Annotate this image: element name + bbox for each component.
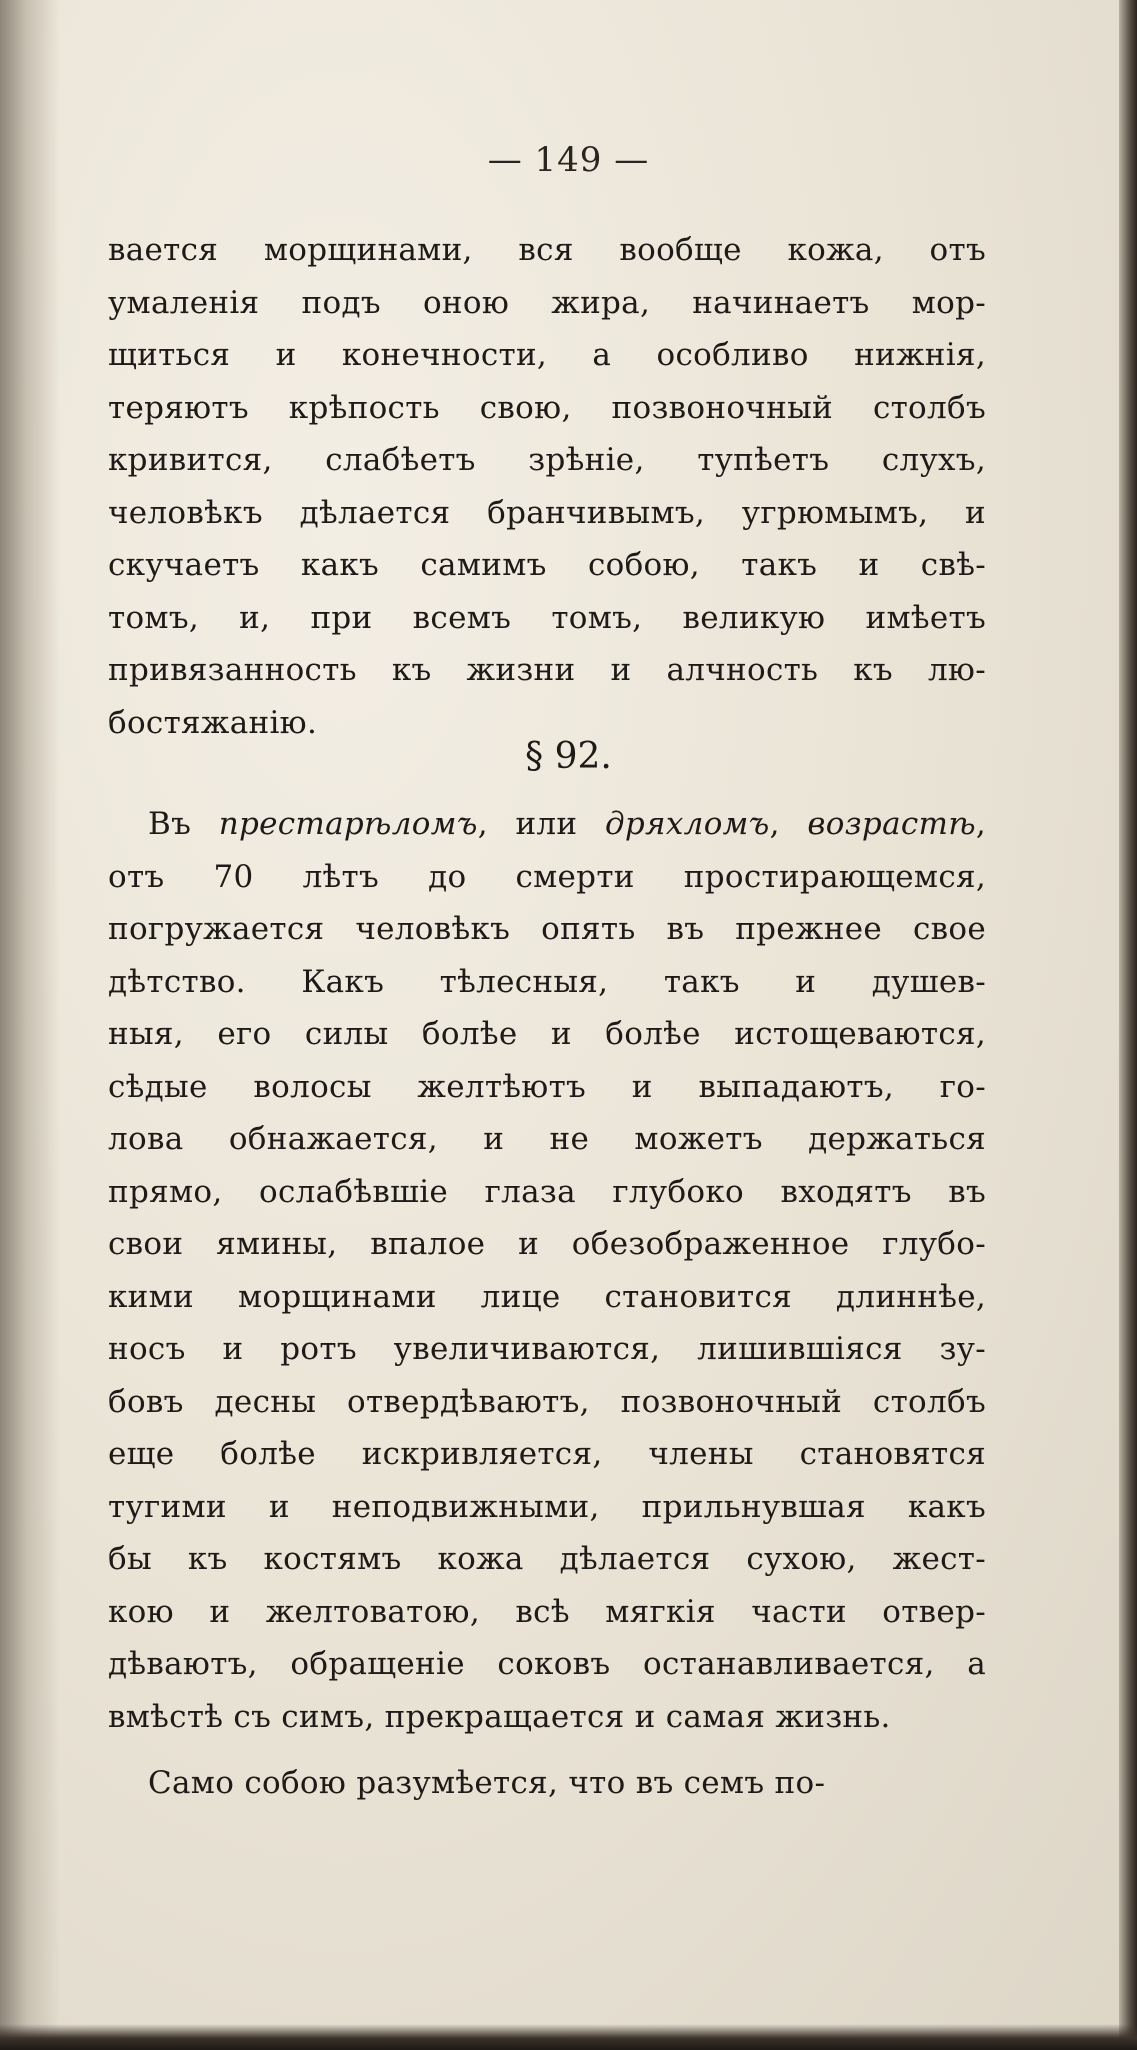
text-run: , [975,806,987,842]
section-heading: § 92. [525,736,612,777]
text-line: бы къ костямъ кожа дѣлается сухою, жест- [108,1541,986,1577]
text-line: кривится, слабѣетъ зрѣніе, тупѣетъ слухъ, [108,442,986,478]
text-line: прямо, ослабѣвшіе глаза глубоко входятъ въ [108,1173,986,1210]
text-line: бовъ десны отвердѣваютъ, позвоночный столбъ [108,1383,986,1420]
page-number: — 149 — [487,140,650,180]
text-line: погружается человѣкъ опять въ прежнее свое [108,911,986,947]
page-bottom-shadow [0,2024,1137,2050]
text-line: Само собою разумѣется, что въ семъ по- [148,1765,826,1801]
text-line: кими морщинами лице становится длиннѣе, [108,1278,986,1315]
text-line: умаленія подъ оною жира, начинаетъ мор- [108,284,986,321]
text-line: сѣдые волосы желтѣютъ и выпадаютъ, го- [108,1068,986,1105]
text-line: скучаетъ какъ самимъ собою, такъ и свѣ- [108,547,986,583]
text-line: щиться и конечности, а особливо нижнія, [108,337,986,373]
paragraph-2 [108,798,986,1810]
text-line: теряютъ крѣпость свою, позвоночный столбъ [108,389,986,426]
text-line: тугими и неподвижными, прильнувшая какъ [108,1488,986,1525]
text-line: дѣваютъ, обращеніе соковъ останавливается, а [108,1646,986,1682]
text-line: человѣкъ дѣлается бранчивымъ, угрюмымъ, и [108,494,986,531]
text-run: , [769,806,808,842]
italic-term: дряхломъ [604,806,770,842]
text-run: , или [477,806,605,842]
text-line: бостяжанію. [108,704,318,741]
text-line: лова обнажается, и не можетъ держаться [108,1121,986,1157]
text-line: вмѣстѣ съ симъ, прекращается и самая жизнь. [108,1698,891,1735]
text-line: ныя, его силы болѣе и болѣе истощеваются, [108,1016,986,1052]
paragraph-1 [108,224,986,749]
text-run: Въ [148,806,219,842]
text-line: кою и желтоватою, всѣ мягкія части отвер- [108,1593,986,1630]
text-line: свои ямины, впалое и обезображенное глубо- [108,1226,986,1262]
page-edge-shadow [1119,0,1137,2050]
text-line: дѣтство. Какъ тѣлесныя, такъ и душев- [108,963,986,1000]
text-line: томъ, и, при всемъ томъ, великую имѣетъ [108,599,986,636]
text-line [108,798,986,851]
text-line: привязанность къ жизни и алчность къ лю- [108,652,986,688]
italic-term: престарѣломъ [218,806,478,842]
text-line: носъ и ротъ увеличиваются, лишившіяся зу- [108,1331,986,1367]
text-line: вается морщинами, вся вообще кожа, отъ [108,232,986,268]
italic-term: возрастѣ [807,806,976,842]
text-line: еще болѣе искривляется, члены становятся [108,1436,986,1472]
text-line: отъ 70 лѣтъ до смерти простирающемся, [108,858,986,895]
